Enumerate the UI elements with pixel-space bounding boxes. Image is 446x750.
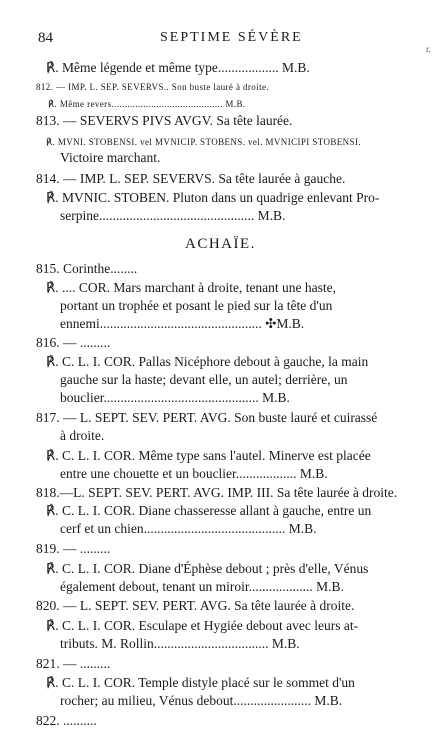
text-line: ℟. C. L. I. COR. Diane chasseresse allant à gauche, entre un bbox=[46, 503, 372, 518]
text-line: ℟. Même revers.......................................... M.B. bbox=[48, 99, 246, 109]
running-head: SEPTIME SÉVÈRE bbox=[160, 30, 303, 45]
text-line: 818.—L. SEPT. SEV. PERT. AVG. IMP. III. Sa tête laurée à droite. bbox=[36, 485, 398, 500]
text-line: ℟. C. L. I. COR. Diane d'Éphèse debout ; près d'elle, Vénus bbox=[46, 561, 369, 576]
text-line: ℟. Même légende et même type.................. M.B. bbox=[46, 60, 310, 75]
text-line: 815. Corinthe........ bbox=[36, 261, 138, 276]
text-line: ℟. C. L. I. COR. Temple distyle placé sur le sommet d'un bbox=[46, 675, 355, 690]
text-line: 820. — L. SEPT. SEV. PERT. AVG. Sa tête laurée à droite. bbox=[36, 598, 355, 613]
section-title: ACHAÏE. bbox=[185, 236, 256, 252]
text-line: Victoire marchant. bbox=[60, 150, 161, 165]
text-line: portant un trophée et posant le pied sur la tête d'un bbox=[60, 298, 333, 313]
text-line: 814. — IMP. L. SEP. SEVERVS. Sa tête laurée à gauche. bbox=[36, 171, 346, 186]
text-line: à droite. bbox=[60, 428, 105, 443]
text-line: ℟. MVNI. STOBENSI. vel MVNICIP. STOBENS. vel. MVNICIPI STOBENSI. bbox=[46, 137, 362, 147]
page-number: 84 bbox=[38, 30, 53, 46]
text-line: 821. — ......... bbox=[36, 656, 111, 671]
text-line: ennemi................................................ ✣M.B. bbox=[60, 316, 305, 331]
text-line: ℟. C. L. I. COR. Même type sans l'autel. Minerve est placée bbox=[46, 448, 371, 463]
text-line: ℟. .... COR. Mars marchant à droite, tenant une haste, bbox=[46, 280, 337, 295]
text-line: 822. .......... bbox=[36, 713, 97, 728]
text-line: gauche sur la haste; devant elle, un autel; derrière, un bbox=[60, 372, 348, 387]
text-line: ℟. C. L. I. COR. Esculape et Hygiée debout avec leurs at- bbox=[46, 618, 359, 633]
text-line: tributs. M. Rollin.................................. M.B. bbox=[60, 636, 300, 651]
text-line: entre une chouette et un bouclier.................. M.B. bbox=[60, 466, 328, 481]
text-line: rocher; au milieu, Vénus debout....................... M.B. bbox=[60, 693, 343, 708]
text-line: ℟. MVNIC. STOBEN. Pluton dans un quadrige enlevant Pro- bbox=[46, 190, 380, 205]
text-line: 812. — IMP. L. SEP. SEVERVS.. Son buste lauré à droite. bbox=[36, 82, 270, 92]
text-line: 819. — ......... bbox=[36, 541, 111, 556]
text-line: 817. — L. SEPT. SEV. PERT. AVG. Son buste lauré et cuirassé bbox=[36, 410, 378, 425]
text-line: serpine.............................................. M.B. bbox=[60, 208, 286, 223]
text-line: ℟. C. L. I. COR. Pallas Nicéphore debout à gauche, la main bbox=[46, 354, 369, 369]
margin-mark: r. bbox=[426, 44, 431, 54]
text-line: 813. — SEVERVS PIVS AVGV. Sa tête laurée. bbox=[36, 113, 293, 128]
text-line: 816. — ......... bbox=[36, 335, 111, 350]
text-line: également debout, tenant un miroir................... M.B. bbox=[60, 579, 344, 594]
text-line: cerf et un chien.......................................... M.B. bbox=[60, 521, 317, 536]
text-line: bouclier.............................................. M.B. bbox=[60, 390, 290, 405]
